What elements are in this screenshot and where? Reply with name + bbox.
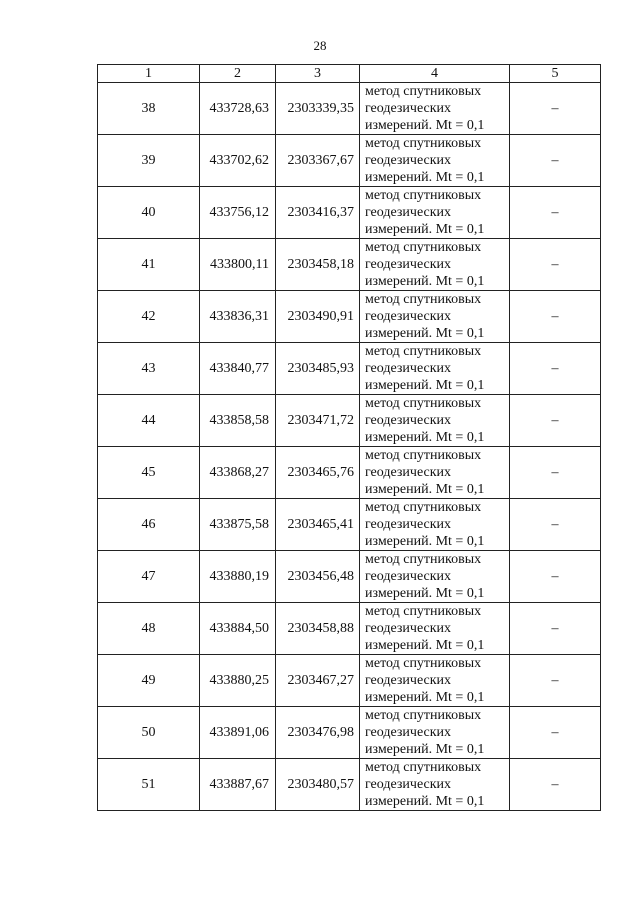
note-cell: – bbox=[510, 447, 601, 499]
table-row bbox=[98, 135, 601, 187]
method-line: геодезических bbox=[365, 361, 452, 376]
note-cell: – bbox=[510, 343, 601, 395]
header-col-3: 3 bbox=[276, 65, 360, 83]
method-line: измерений. Mt = 0,1 bbox=[365, 586, 485, 601]
method-line: метод спутниковых bbox=[365, 292, 482, 307]
method-line: метод спутниковых bbox=[365, 136, 482, 151]
note-cell: – bbox=[510, 499, 601, 551]
method-line: измерений. Mt = 0,1 bbox=[365, 690, 485, 705]
point-number-cell: 48 bbox=[98, 603, 200, 655]
point-number-cell: 46 bbox=[98, 499, 200, 551]
note-cell: – bbox=[510, 395, 601, 447]
method-line: измерений. Mt = 0,1 bbox=[365, 170, 485, 185]
y-coordinate-cell: 2303458,18 bbox=[276, 239, 360, 291]
method-line: геодезических bbox=[365, 621, 452, 636]
point-number-cell: 43 bbox=[98, 343, 200, 395]
header-col-2: 2 bbox=[200, 65, 276, 83]
method-cell bbox=[360, 707, 510, 759]
x-coordinate-cell: 433800,11 bbox=[200, 239, 276, 291]
method-line: метод спутниковых bbox=[365, 760, 482, 775]
method-line: геодезических bbox=[365, 153, 452, 168]
note-cell: – bbox=[510, 291, 601, 343]
x-coordinate-cell: 433887,67 bbox=[200, 759, 276, 811]
method-line: измерений. Mt = 0,1 bbox=[365, 430, 485, 445]
note-cell: – bbox=[510, 707, 601, 759]
header-col-5: 5 bbox=[510, 65, 601, 83]
note-cell: – bbox=[510, 239, 601, 291]
method-line: геодезических bbox=[365, 569, 452, 584]
y-coordinate-cell: 2303485,93 bbox=[276, 343, 360, 395]
x-coordinate-cell: 433858,58 bbox=[200, 395, 276, 447]
table-row bbox=[98, 707, 601, 759]
table-row bbox=[98, 603, 601, 655]
x-coordinate-cell: 433880,25 bbox=[200, 655, 276, 707]
table-row bbox=[98, 447, 601, 499]
note-cell: – bbox=[510, 551, 601, 603]
method-cell bbox=[360, 135, 510, 187]
method-line: геодезических bbox=[365, 673, 452, 688]
note-cell: – bbox=[510, 135, 601, 187]
method-line: метод спутниковых bbox=[365, 344, 482, 359]
method-cell bbox=[360, 395, 510, 447]
method-line: измерений. Mt = 0,1 bbox=[365, 482, 485, 497]
method-line: геодезических bbox=[365, 309, 452, 324]
method-line: измерений. Mt = 0,1 bbox=[365, 222, 485, 237]
note-cell: – bbox=[510, 655, 601, 707]
method-line: геодезических bbox=[365, 777, 452, 792]
method-cell bbox=[360, 447, 510, 499]
y-coordinate-cell: 2303471,72 bbox=[276, 395, 360, 447]
point-number-cell: 38 bbox=[98, 83, 200, 135]
x-coordinate-cell: 433880,19 bbox=[200, 551, 276, 603]
point-number-cell: 41 bbox=[98, 239, 200, 291]
table-row bbox=[98, 291, 601, 343]
x-coordinate-cell: 433836,31 bbox=[200, 291, 276, 343]
table-row bbox=[98, 551, 601, 603]
x-coordinate-cell: 433891,06 bbox=[200, 707, 276, 759]
y-coordinate-cell: 2303480,57 bbox=[276, 759, 360, 811]
y-coordinate-cell: 2303490,91 bbox=[276, 291, 360, 343]
y-coordinate-cell: 2303476,98 bbox=[276, 707, 360, 759]
method-cell bbox=[360, 83, 510, 135]
method-cell bbox=[360, 291, 510, 343]
x-coordinate-cell: 433702,62 bbox=[200, 135, 276, 187]
method-line: геодезических bbox=[365, 725, 452, 740]
point-number-cell: 42 bbox=[98, 291, 200, 343]
y-coordinate-cell: 2303367,67 bbox=[276, 135, 360, 187]
method-line: геодезических bbox=[365, 101, 452, 116]
x-coordinate-cell: 433884,50 bbox=[200, 603, 276, 655]
header-row bbox=[98, 65, 601, 83]
method-line: измерений. Mt = 0,1 bbox=[365, 274, 485, 289]
method-line: геодезических bbox=[365, 465, 452, 480]
y-coordinate-cell: 2303458,88 bbox=[276, 603, 360, 655]
y-coordinate-cell: 2303339,35 bbox=[276, 83, 360, 135]
point-number-cell: 40 bbox=[98, 187, 200, 239]
table-row bbox=[98, 83, 601, 135]
method-cell bbox=[360, 499, 510, 551]
y-coordinate-cell: 2303467,27 bbox=[276, 655, 360, 707]
x-coordinate-cell: 433868,27 bbox=[200, 447, 276, 499]
note-cell: – bbox=[510, 759, 601, 811]
method-line: измерений. Mt = 0,1 bbox=[365, 794, 485, 809]
method-line: метод спутниковых bbox=[365, 84, 482, 99]
method-cell bbox=[360, 759, 510, 811]
method-line: метод спутниковых bbox=[365, 552, 482, 567]
point-number-cell: 49 bbox=[98, 655, 200, 707]
method-line: измерений. Mt = 0,1 bbox=[365, 638, 485, 653]
method-cell bbox=[360, 343, 510, 395]
method-line: метод спутниковых bbox=[365, 604, 482, 619]
method-cell bbox=[360, 603, 510, 655]
y-coordinate-cell: 2303465,41 bbox=[276, 499, 360, 551]
point-number-cell: 47 bbox=[98, 551, 200, 603]
method-line: геодезических bbox=[365, 257, 452, 272]
point-number-cell: 51 bbox=[98, 759, 200, 811]
table-header bbox=[98, 65, 601, 83]
method-line: измерений. Mt = 0,1 bbox=[365, 326, 485, 341]
page-number: 28 bbox=[313, 38, 327, 53]
table-row bbox=[98, 239, 601, 291]
x-coordinate-cell: 433840,77 bbox=[200, 343, 276, 395]
method-line: метод спутниковых bbox=[365, 708, 482, 723]
method-line: метод спутниковых bbox=[365, 448, 482, 463]
method-line: геодезических bbox=[365, 413, 452, 428]
method-cell bbox=[360, 187, 510, 239]
table-body bbox=[98, 83, 601, 811]
method-line: метод спутниковых bbox=[365, 396, 482, 411]
header-col-4: 4 bbox=[360, 65, 510, 83]
method-cell bbox=[360, 551, 510, 603]
y-coordinate-cell: 2303416,37 bbox=[276, 187, 360, 239]
table-row bbox=[98, 343, 601, 395]
table-row bbox=[98, 187, 601, 239]
y-coordinate-cell: 2303456,48 bbox=[276, 551, 360, 603]
method-line: геодезических bbox=[365, 205, 452, 220]
x-coordinate-cell: 433875,58 bbox=[200, 499, 276, 551]
x-coordinate-cell: 433756,12 bbox=[200, 187, 276, 239]
note-cell: – bbox=[510, 187, 601, 239]
y-coordinate-cell: 2303465,76 bbox=[276, 447, 360, 499]
point-number-cell: 50 bbox=[98, 707, 200, 759]
method-line: метод спутниковых bbox=[365, 188, 482, 203]
method-line: измерений. Mt = 0,1 bbox=[365, 378, 485, 393]
coordinates-table bbox=[97, 64, 601, 811]
method-line: метод спутниковых bbox=[365, 240, 482, 255]
point-number-cell: 45 bbox=[98, 447, 200, 499]
table-row bbox=[98, 395, 601, 447]
table-row bbox=[98, 499, 601, 551]
x-coordinate-cell: 433728,63 bbox=[200, 83, 276, 135]
point-number-cell: 44 bbox=[98, 395, 200, 447]
point-number-cell: 39 bbox=[98, 135, 200, 187]
table-row bbox=[98, 759, 601, 811]
method-line: измерений. Mt = 0,1 bbox=[365, 742, 485, 757]
method-cell bbox=[360, 655, 510, 707]
method-line: измерений. Mt = 0,1 bbox=[365, 534, 485, 549]
header-col-1: 1 bbox=[98, 65, 200, 83]
method-line: геодезических bbox=[365, 517, 452, 532]
method-line: метод спутниковых bbox=[365, 500, 482, 515]
method-line: измерений. Mt = 0,1 bbox=[365, 118, 485, 133]
method-line: метод спутниковых bbox=[365, 656, 482, 671]
note-cell: – bbox=[510, 83, 601, 135]
table-row bbox=[98, 655, 601, 707]
note-cell: – bbox=[510, 603, 601, 655]
method-cell bbox=[360, 239, 510, 291]
